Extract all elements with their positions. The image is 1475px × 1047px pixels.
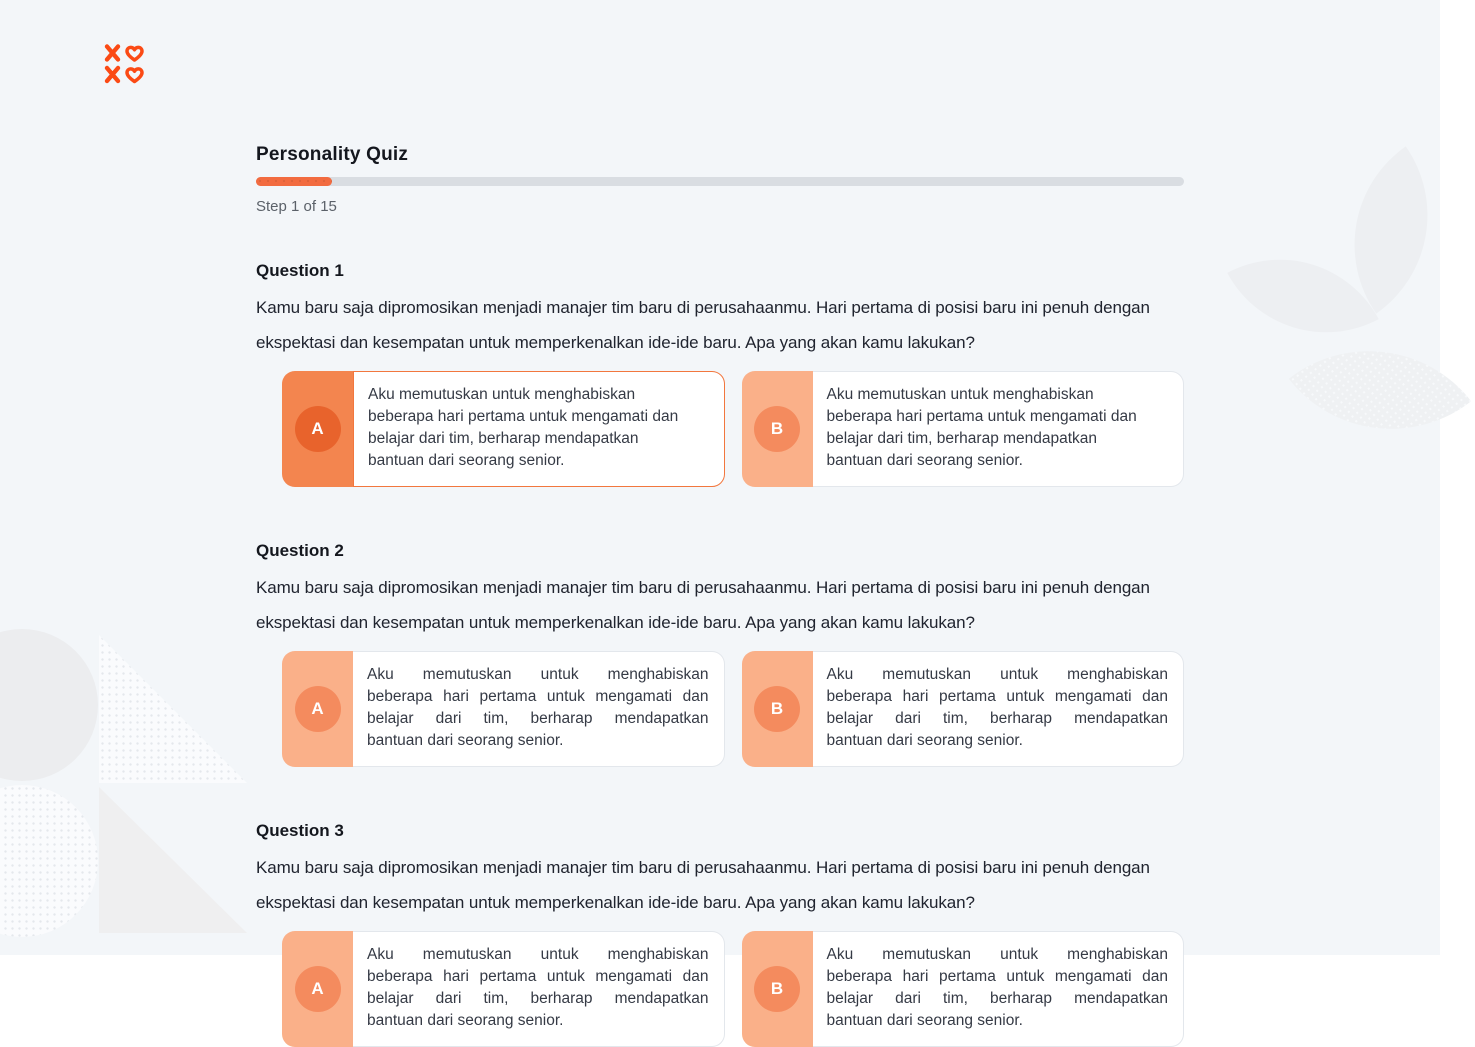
question-section-3	[256, 822, 1184, 1047]
option-letter-badge: A	[295, 686, 341, 732]
option-letter-block	[742, 651, 813, 767]
progress-bar-fill	[256, 177, 332, 186]
question-text	[256, 570, 1184, 640]
option-a-card[interactable]	[282, 931, 725, 1047]
options-row	[282, 651, 1184, 767]
option-letter-block	[742, 371, 813, 487]
option-letter-block	[742, 931, 813, 1047]
triangle-decoration-dotted	[99, 635, 247, 783]
question-label: Question 3	[256, 821, 344, 840]
circle-decoration	[0, 629, 98, 781]
option-letter-badge: A	[295, 966, 341, 1012]
option-letter-block	[282, 651, 353, 767]
options-row	[282, 371, 1184, 487]
question-text-line: Kamu baru saja dipromosikan menjadi manajer tim baru di perusahaanmu. Hari pertama di posisi baru ini penuh dengan	[256, 578, 1150, 597]
option-letter-badge: B	[754, 966, 800, 1012]
options-row	[282, 931, 1184, 1047]
option-letter-block	[282, 371, 353, 487]
question-section-2	[256, 542, 1184, 767]
leaf-decoration	[1307, 146, 1474, 313]
option-letter-block	[282, 931, 353, 1047]
question-text-line: ekspektasi dan kesempatan untuk memperkenalkan ide-ide baru. Apa yang akan kamu lakukan?	[256, 333, 975, 352]
step-indicator: Step 1 of 15	[256, 198, 337, 215]
question-label: Question 2	[256, 541, 344, 560]
option-text: Aku memutuskan untuk menghabiskan beberapa hari pertama untuk mengamati dan belajar dari tim, berharap mendapatkan bantuan dari seorang senior.	[813, 651, 1185, 767]
option-a-card[interactable]	[282, 371, 725, 487]
option-letter-badge: A	[295, 406, 341, 452]
option-letter-badge: B	[754, 686, 800, 732]
option-b-card[interactable]	[742, 651, 1185, 767]
circle-decoration-dotted	[0, 785, 98, 937]
option-text: Aku memutuskan untuk menghabiskan beberapa hari pertama untuk mengamati dan belajar dari tim, berharap mendapatkan bantuan dari seorang senior.	[353, 931, 725, 1047]
question-text-line: ekspektasi dan kesempatan untuk memperkenalkan ide-ide baru. Apa yang akan kamu lakukan?	[256, 893, 975, 912]
leaf-decoration-dotted	[1289, 299, 1471, 481]
question-text	[256, 850, 1184, 920]
question-text-line: Kamu baru saja dipromosikan menjadi manajer tim baru di perusahaanmu. Hari pertama di posisi baru ini penuh dengan	[256, 858, 1150, 877]
option-text: Aku memutuskan untuk menghabiskan beberapa hari pertama untuk mengamati dan belajar dari tim, berharap mendapatkan bantuan dari seorang senior.	[353, 371, 725, 487]
quiz-container	[256, 145, 1184, 1047]
option-text: Aku memutuskan untuk menghabiskan beberapa hari pertama untuk mengamati dan belajar dari tim, berharap mendapatkan bantuan dari seorang senior.	[813, 931, 1185, 1047]
option-letter-badge: B	[754, 406, 800, 452]
option-text: Aku memutuskan untuk menghabiskan beberapa hari pertama untuk mengamati dan belajar dari tim, berharap mendapatkan bantuan dari seorang senior.	[813, 371, 1185, 487]
question-text-line: Kamu baru saja dipromosikan menjadi manajer tim baru di perusahaanmu. Hari pertama di posisi baru ini penuh dengan	[256, 298, 1150, 317]
leaf-decoration	[1227, 220, 1378, 371]
option-a-card[interactable]	[282, 651, 725, 767]
question-text-line: ekspektasi dan kesempatan untuk memperkenalkan ide-ide baru. Apa yang akan kamu lakukan?	[256, 613, 975, 632]
triangle-decoration	[99, 787, 247, 933]
option-b-card[interactable]	[742, 371, 1185, 487]
xoxo-logo-icon	[104, 44, 146, 84]
question-section-1	[256, 262, 1184, 487]
progress-bar	[256, 177, 1184, 186]
page-title: Personality Quiz	[256, 144, 409, 165]
question-label: Question 1	[256, 261, 344, 280]
option-text: Aku memutuskan untuk menghabiskan beberapa hari pertama untuk mengamati dan belajar dari tim, berharap mendapatkan bantuan dari seorang senior.	[353, 651, 725, 767]
question-text	[256, 290, 1184, 360]
option-b-card[interactable]	[742, 931, 1185, 1047]
